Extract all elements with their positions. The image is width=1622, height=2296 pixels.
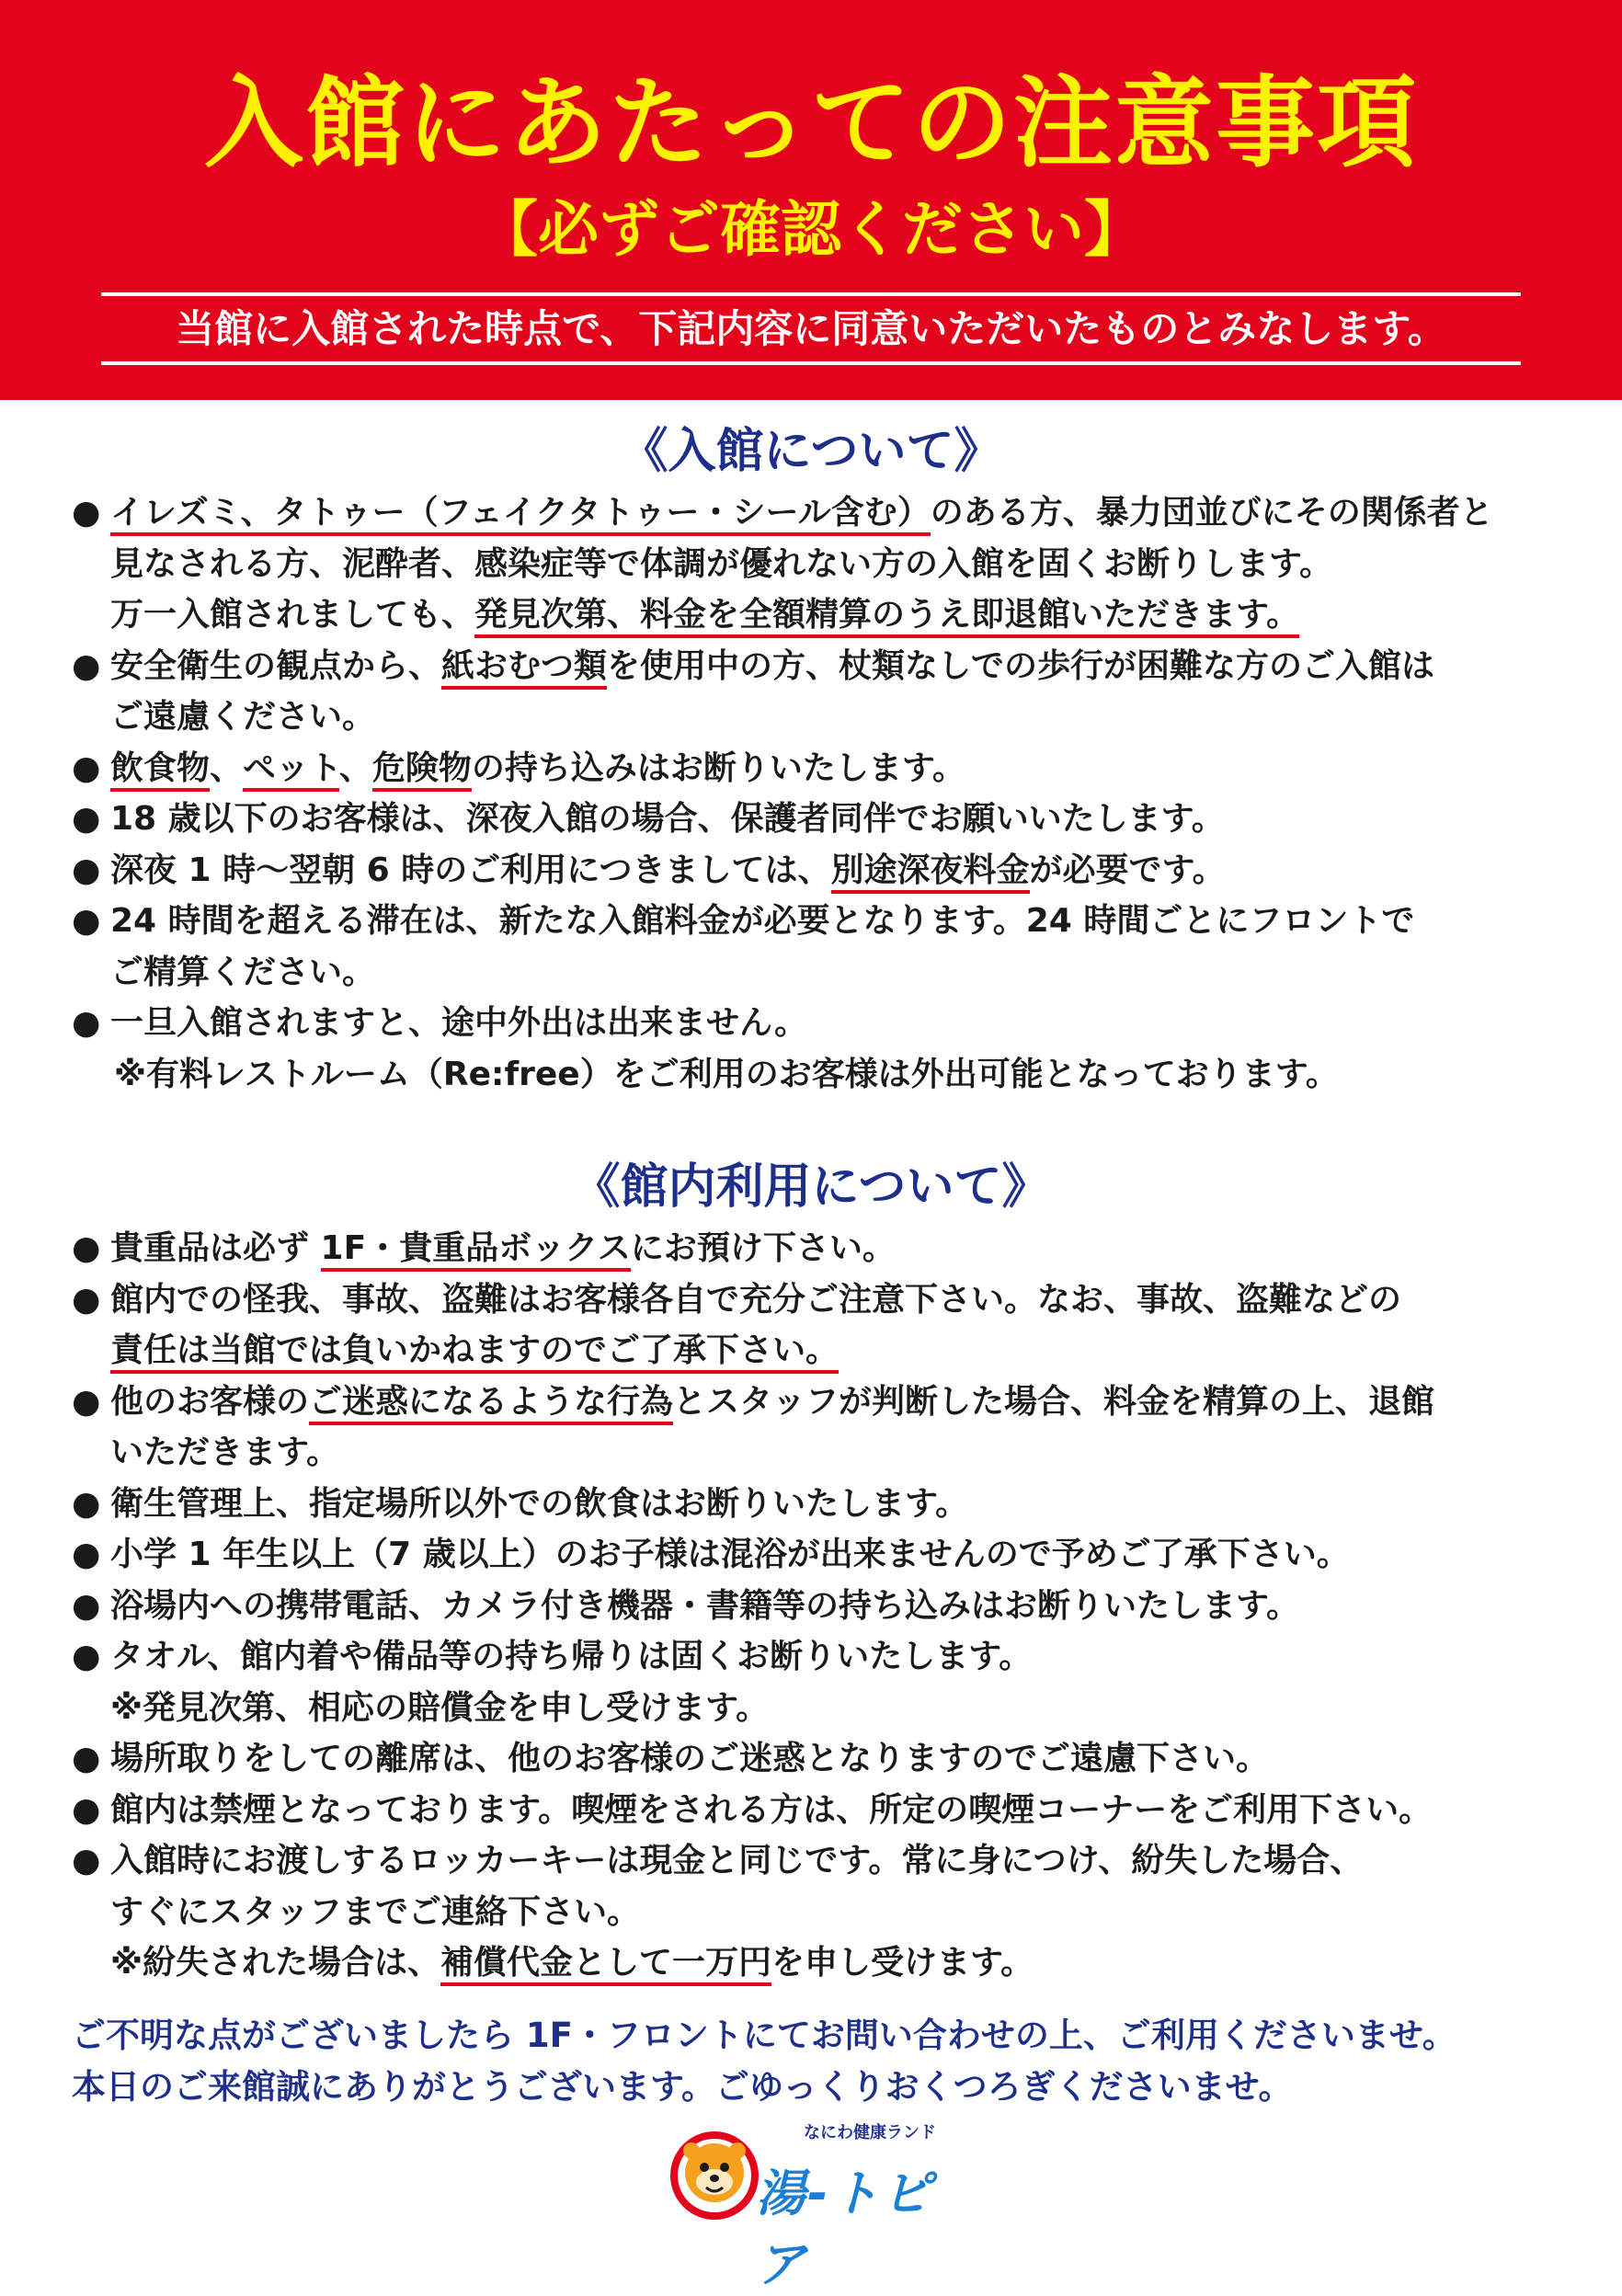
consent-notice: 当館に入館された時点で、下記内容に同意いただいたものとみなします。 <box>176 306 1446 351</box>
list-item <box>72 1529 1580 1581</box>
list-item <box>72 1274 1580 1326</box>
bullet-icon: ● <box>72 1280 101 1319</box>
text: 館内は禁煙となっております。喫煙をされる方は、所定の喫煙コーナーをご利用下さい。 <box>110 1790 1433 1829</box>
text: のある方、暴力団並びにその関係者と <box>930 494 1493 531</box>
bullet-icon: ● <box>72 1536 101 1573</box>
bullet-icon: ● <box>72 1004 101 1042</box>
list-item <box>72 743 1580 794</box>
highlight-hazards: 危険物 <box>372 749 472 792</box>
logo-wordmark: 湯-トピア <box>756 2165 933 2293</box>
list-item <box>72 1223 1580 1274</box>
list-item-cont: ご精算ください。 <box>110 953 376 991</box>
bullet-icon: ● <box>72 1790 101 1829</box>
brand-logo <box>664 2119 958 2293</box>
text: 、 <box>210 748 244 787</box>
bullet-icon: ● <box>72 902 101 940</box>
text: とスタッフが判断した場合、料金を精算の上、退館 <box>673 1382 1435 1421</box>
header-banner <box>0 0 1622 400</box>
list-item <box>72 1631 1580 1683</box>
bullet-icon: ● <box>72 1638 101 1675</box>
bullet-icon: ● <box>72 748 101 787</box>
text: ※紛失された場合は、 <box>110 1944 440 1982</box>
text: タオル、館内着や備品等の持ち帰りは固くお断りいたします。 <box>110 1638 1033 1675</box>
highlight-night-fee: 別途深夜料金 <box>831 851 1030 894</box>
list-item <box>72 641 1580 692</box>
text: 他のお客様の <box>110 1382 310 1421</box>
text: を申し受けます。 <box>771 1944 1034 1982</box>
bullet-icon: ● <box>72 646 101 685</box>
text: 24 時間を超える滞在は、新たな入館料金が必要となります。24 時間ごとにフロントで <box>110 902 1415 940</box>
list-item <box>72 1785 1580 1836</box>
highlight-valuables-box: 1F・貴重品ボックス <box>321 1229 631 1272</box>
bullet-icon: ● <box>72 1229 101 1267</box>
bullet-icon: ● <box>72 1842 101 1879</box>
list-item <box>72 1581 1580 1632</box>
section-title-facility: 《館内利用について》 <box>572 1159 1050 1215</box>
highlight-nuisance: ご迷惑になるような行為 <box>309 1383 673 1425</box>
text: 貴重品は必ず <box>110 1229 321 1267</box>
bullet-icon: ● <box>72 1484 101 1523</box>
bullet-icon: ● <box>72 1586 101 1625</box>
closing-line-1: ご不明な点がございましたら 1F・フロントにてお問い合わせの上、ご利用くださいませ。 <box>72 2016 1456 2055</box>
closing-line-2: 本日のご来館誠にありがとうございます。ごゆっくりおくつろぎくださいませ。 <box>72 2067 1293 2107</box>
text: 、 <box>338 748 372 787</box>
highlight-diapers: 紙おむつ類 <box>441 647 607 690</box>
list-item <box>72 1733 1580 1785</box>
header-divider-bottom <box>101 361 1521 365</box>
bullet-icon: ● <box>72 494 101 531</box>
list-item-cont: ご遠慮ください。 <box>110 698 376 736</box>
closing-message <box>72 2010 1580 2113</box>
text: 小学 1 年生以上（7 歳以上）のお子様は混浴が出来ませんので予めご了承下さい。 <box>110 1536 1350 1573</box>
list-item <box>72 1479 1580 1530</box>
text: 18 歳以下のお客様は、深夜入館の場合、保護者同伴でお願いいたします。 <box>110 800 1225 838</box>
highlight-food: 飲食物 <box>110 749 210 792</box>
list-item <box>72 998 1580 1049</box>
list-item <box>72 845 1580 897</box>
list-item-cont <box>72 589 1580 641</box>
list-item <box>72 487 1580 539</box>
list-item-note: ※発見次第、相応の賠償金を申し受けます。 <box>110 1688 770 1727</box>
page-subtitle: 【必ずご確認ください】 <box>477 194 1145 265</box>
section-title-admission: 《入館について》 <box>620 424 1002 479</box>
header-divider-top <box>101 292 1521 296</box>
list-item-cont: 見なされる方、泥酔者、感染症等で体調が優れない方の入館を固くお断りします。 <box>110 544 1333 583</box>
text: 館内での怪我、事故、盗難はお客様各自で充分ご注意下さい。なお、事故、盗難などの <box>110 1280 1402 1319</box>
text: 場所取りをしての離席は、他のお客様のご迷惑となりますのでご遠慮下さい。 <box>110 1740 1270 1777</box>
bullet-icon: ● <box>72 1382 101 1421</box>
list-item <box>72 794 1580 845</box>
text: 深夜 1 時～翌朝 6 時のご利用につきましては、 <box>110 851 831 889</box>
text: 安全衛生の観点から、 <box>110 646 442 685</box>
list-item-note: ※有料レストルーム（Re:free）をご利用のお客様は外出可能となっております。 <box>114 1055 1339 1093</box>
highlight-liability: 責任は当館では負いかねますのでご了承下さい。 <box>110 1331 839 1374</box>
admission-rules-list <box>72 487 1580 1100</box>
logo-tagline: なにわ健康ランド <box>804 2123 936 2142</box>
highlight-tattoo: イレズミ、タトゥー（フェイクタトゥー・シール含む） <box>110 494 931 536</box>
highlight-compensation: 補償代金として一万円 <box>440 1944 771 1986</box>
text: を使用中の方、杖類なしでの歩行が困難な方のご入館は <box>607 646 1435 685</box>
highlight-settlement: 発見次第、料金を全額精算のうえ即退館いただきます。 <box>474 596 1299 638</box>
list-item-cont: いただきます。 <box>110 1434 340 1471</box>
bullet-icon: ● <box>72 851 101 889</box>
bullet-icon: ● <box>72 800 101 838</box>
otter-mascot-icon <box>664 2125 765 2226</box>
text: 衛生管理上、指定場所以外での飲食はお断りいたします。 <box>110 1484 969 1523</box>
text: が必要です。 <box>1029 851 1226 889</box>
list-item <box>72 896 1580 947</box>
list-item-cont <box>72 1325 1580 1376</box>
bullet-icon: ● <box>72 1740 101 1777</box>
text: にお預け下さい。 <box>630 1229 896 1267</box>
list-item-note <box>72 1937 1580 1989</box>
list-item <box>72 1376 1580 1428</box>
text: 浴場内への携帯電話、カメラ付き機器・書籍等の持ち込みはお断りいたします。 <box>110 1586 1300 1625</box>
page-title: 入館にあたっての注意事項 <box>203 66 1418 181</box>
text: 万一入館されましても、 <box>110 596 475 634</box>
list-item <box>72 1835 1580 1887</box>
highlight-pets: ペット <box>243 749 339 792</box>
text: の持ち込みはお断りいたします。 <box>471 748 965 787</box>
facility-rules-list <box>72 1223 1580 1989</box>
text: 入館時にお渡しするロッカーキーは現金と同じです。常に身につけ、紛失した場合、 <box>110 1842 1364 1879</box>
text: 一旦入館されますと、途中外出は出来ません。 <box>110 1004 808 1042</box>
list-item-cont: すぐにスタッフまでご連絡下さい。 <box>110 1892 641 1931</box>
